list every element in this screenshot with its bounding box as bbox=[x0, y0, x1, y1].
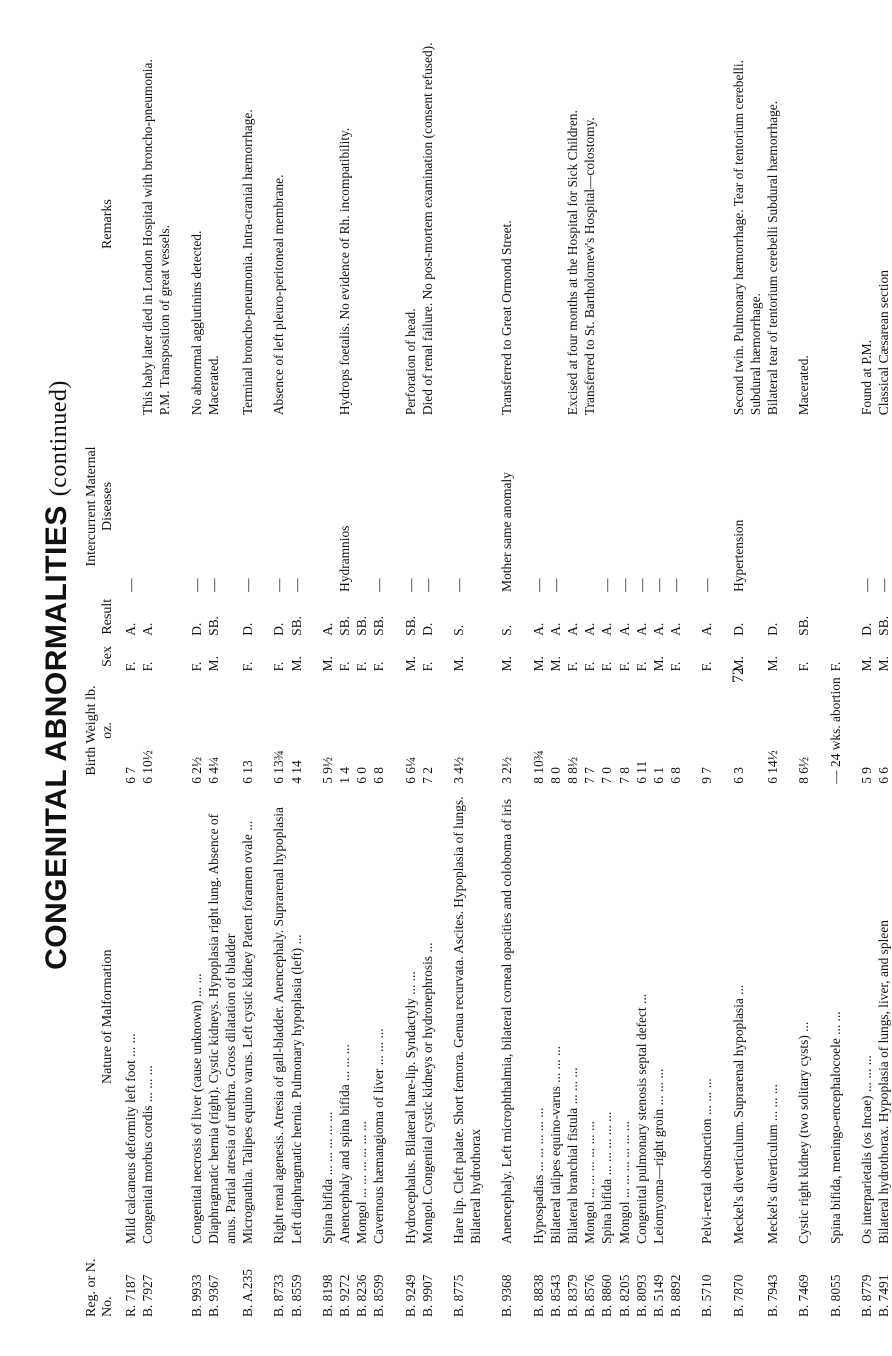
header-result: Result bbox=[100, 598, 115, 635]
spacer-cell bbox=[305, 30, 319, 1320]
birth-weight-cell: 6 8 bbox=[668, 766, 684, 784]
table-row bbox=[530, 30, 547, 1320]
reg-cell: B. 8576 bbox=[582, 1274, 598, 1317]
remarks-cell: Terminal broncho-pneumonia. Intra-cranial hæmorrhage. bbox=[240, 109, 256, 416]
spacer-row bbox=[436, 30, 450, 1320]
spacer-row bbox=[256, 30, 270, 1320]
intercurrent-cell bbox=[827, 418, 844, 595]
remarks-cell bbox=[370, 30, 387, 418]
nature-cell: Pelvi-rectal obstruction ... ... ... bbox=[699, 1078, 715, 1244]
result-cell: A. bbox=[633, 622, 649, 636]
table-row bbox=[667, 30, 684, 1320]
remarks-cell bbox=[530, 30, 547, 418]
intercurrent-cell bbox=[139, 418, 173, 595]
spacer-cell bbox=[716, 30, 730, 1320]
result-cell bbox=[827, 595, 844, 639]
intercurrent-cell: — bbox=[371, 578, 387, 592]
result-cell: A. bbox=[651, 622, 667, 636]
nature-cell: Leiomyoma—right groin ... ... ... bbox=[651, 1068, 667, 1244]
remarks-cell: Transferred to Great Ormond Street. bbox=[499, 220, 515, 416]
birth-weight-cell: — 24 wks. abortion bbox=[827, 677, 843, 784]
intercurrent-cell: Mother same anomaly bbox=[499, 472, 515, 592]
remarks-cell bbox=[122, 30, 139, 418]
reg-cell: B. 7469 bbox=[796, 1274, 812, 1317]
reg-cell: R. 7187 bbox=[123, 1274, 138, 1317]
sex-cell: F. bbox=[699, 661, 715, 672]
intercurrent-cell bbox=[764, 418, 781, 595]
spacer-cell bbox=[436, 30, 450, 1320]
birth-weight-cell: 8 8½ bbox=[565, 756, 581, 784]
remarks-cell: Hydrops foetalis. No evidence of Rh. incompatibility. bbox=[337, 127, 353, 416]
sex-cell: M. bbox=[402, 656, 418, 672]
sex-cell: F. bbox=[188, 661, 204, 672]
table-row bbox=[122, 30, 139, 1320]
page-title bbox=[40, 30, 74, 1320]
result-cell: D. bbox=[271, 622, 287, 636]
nature-cell: Anencephaly and spina bifida ... ... ... bbox=[337, 1044, 353, 1244]
birth-weight-cell: 6 6¼ bbox=[402, 756, 418, 784]
intercurrent-cell: — bbox=[599, 578, 615, 592]
sex-cell: F. bbox=[668, 661, 684, 672]
sex-cell: M. bbox=[547, 656, 563, 672]
reg-cell: B. 9907 bbox=[419, 1274, 435, 1317]
table-row bbox=[205, 30, 239, 1320]
spacer-cell bbox=[781, 30, 795, 1320]
result-cell: D. bbox=[765, 622, 781, 636]
table-row bbox=[547, 30, 564, 1320]
remarks-cell: Died of renal failure. No post-mortem examination (consent refused). bbox=[419, 42, 435, 416]
nature-cell: Anencephaly. Left microphthalmia, bilateral corneal opacities and coloboma of iris bbox=[499, 798, 515, 1244]
intercurrent-cell: — bbox=[530, 578, 546, 592]
remarks-cell bbox=[633, 30, 650, 418]
spacer-row bbox=[716, 30, 730, 1320]
intercurrent-cell: — bbox=[205, 578, 221, 592]
spacer-row bbox=[813, 30, 827, 1320]
remarks-cell: Excised at four months at the Hospital for Sick Children. bbox=[565, 110, 581, 416]
reg-cell: B. 9272 bbox=[337, 1274, 353, 1317]
sex-cell: M. bbox=[499, 656, 515, 672]
result-cell: SB. bbox=[288, 616, 304, 636]
sex-cell: F. bbox=[565, 661, 581, 672]
table-row bbox=[139, 30, 173, 1320]
reg-cell: B. 9367 bbox=[205, 1274, 221, 1317]
reg-cell: B. 9933 bbox=[188, 1274, 204, 1317]
table-row bbox=[188, 30, 205, 1320]
remarks-cell bbox=[319, 30, 336, 418]
remarks-cell: Macerated. bbox=[796, 355, 812, 416]
reg-cell: B. 8379 bbox=[565, 1274, 581, 1317]
birth-weight-cell: 7 0 bbox=[599, 766, 615, 784]
intercurrent-cell bbox=[353, 418, 370, 595]
intercurrent-cell bbox=[564, 418, 581, 595]
table-row bbox=[419, 30, 436, 1320]
table-row bbox=[581, 30, 598, 1320]
sex-cell: M. bbox=[765, 656, 781, 672]
birth-weight-cell: 6 14½ bbox=[765, 750, 781, 784]
reg-cell: B. A.235 bbox=[240, 1269, 256, 1317]
result-cell: A. bbox=[599, 622, 615, 636]
remarks-cell: This baby later died in London Hospital with broncho-pneumonia. P.M. Transposition of great vessels. bbox=[140, 59, 173, 416]
birth-weight-cell: 3 4½ bbox=[451, 756, 467, 784]
remarks-cell bbox=[650, 30, 667, 418]
result-cell: A. bbox=[319, 622, 335, 636]
sex-cell: M. bbox=[530, 656, 546, 672]
table-row bbox=[564, 30, 581, 1320]
nature-cell: Congenital necrosis of liver (cause unknown) ... ... bbox=[188, 973, 204, 1244]
rotated-page bbox=[40, 30, 891, 1320]
table-row bbox=[795, 30, 812, 1320]
spacer-row bbox=[388, 30, 402, 1320]
birth-weight-cell: 9 7 bbox=[699, 766, 715, 784]
sex-cell: M. bbox=[875, 656, 891, 672]
reg-cell: B. 8543 bbox=[547, 1274, 563, 1317]
birth-weight-cell: 7 7 bbox=[582, 766, 598, 784]
intercurrent-cell: — bbox=[288, 578, 304, 592]
title-suffix: (continued) bbox=[46, 380, 72, 497]
table-row bbox=[450, 30, 484, 1320]
nature-cell: Mild calcaneus deformity left foot ... ... bbox=[123, 1033, 138, 1244]
birth-weight-cell: 4 14 bbox=[288, 760, 304, 784]
nature-cell: Hare lip. Cleft palate. Short femora. Genua recurvata. Ascites. Hypoplasia of lungs. Bilateral hydrothorax bbox=[451, 796, 484, 1244]
remarks-cell bbox=[450, 30, 484, 418]
result-cell: A. bbox=[140, 622, 156, 636]
birth-weight-cell: 6 13¾ bbox=[271, 750, 287, 784]
sex-cell: F. bbox=[827, 661, 843, 672]
result-cell: S. bbox=[499, 624, 515, 636]
sex-cell: F. bbox=[616, 661, 632, 672]
nature-cell: Bilateral branchial fistula ... ... ... bbox=[565, 1067, 581, 1244]
nature-cell: Spina bifida, meningo-encephalocoele ... ... bbox=[827, 1011, 843, 1244]
intercurrent-cell bbox=[581, 418, 598, 595]
nature-cell: Meckel's diverticulum. Suprarenal hypoplasia ... bbox=[730, 984, 746, 1244]
birth-weight-cell: 1 4 bbox=[337, 766, 353, 784]
reg-cell: B. 8559 bbox=[288, 1274, 304, 1317]
table-row bbox=[239, 30, 256, 1320]
intercurrent-cell: — bbox=[547, 578, 563, 592]
nature-cell: Hypospadias ... ... ... ... ... bbox=[530, 1107, 546, 1244]
table-row bbox=[764, 30, 781, 1320]
reg-cell: B. 8733 bbox=[271, 1274, 287, 1317]
intercurrent-cell bbox=[795, 418, 812, 595]
spacer-cell bbox=[174, 30, 188, 1320]
intercurrent-cell: — bbox=[451, 578, 467, 592]
table-row bbox=[633, 30, 650, 1320]
remarks-cell: Classical Cæsarean section bbox=[875, 270, 891, 416]
sex-cell: F. bbox=[354, 661, 370, 672]
birth-weight-cell: 6 4¼ bbox=[205, 756, 221, 784]
header-remarks: Remarks bbox=[100, 199, 115, 249]
nature-cell: Mongol ... ... ... ... ... ... bbox=[354, 1121, 370, 1244]
result-cell: A. bbox=[547, 622, 563, 636]
result-cell: A. bbox=[123, 622, 138, 636]
sex-cell: F. bbox=[796, 661, 812, 672]
birth-weight-cell: 6 1 bbox=[651, 766, 667, 784]
intercurrent-cell: — bbox=[875, 578, 891, 592]
remarks-cell bbox=[353, 30, 370, 418]
birth-weight-cell: 3 2½ bbox=[499, 756, 515, 784]
table-row bbox=[288, 30, 305, 1320]
sex-cell: M. bbox=[730, 656, 746, 672]
table-row bbox=[698, 30, 715, 1320]
remarks-cell bbox=[288, 30, 305, 418]
birth-weight-cell: 5 9½ bbox=[319, 756, 335, 784]
intercurrent-cell: — bbox=[616, 578, 632, 592]
sex-cell: F. bbox=[240, 661, 256, 672]
abnormalities-table bbox=[84, 30, 892, 1320]
table-row bbox=[650, 30, 667, 1320]
intercurrent-cell: — bbox=[858, 578, 874, 592]
spacer-cell bbox=[388, 30, 402, 1320]
remarks-cell: Perforation of head. bbox=[402, 308, 418, 416]
sex-cell: M. bbox=[858, 656, 874, 672]
birth-weight-cell: 8 0 bbox=[547, 766, 563, 784]
sex-cell: F. bbox=[337, 661, 353, 672]
reg-cell: B. 7943 bbox=[765, 1274, 781, 1317]
nature-cell: Os interparietalis (os Incae) ... ... ... bbox=[858, 1055, 874, 1244]
header-row bbox=[84, 30, 122, 1320]
table-row bbox=[875, 30, 892, 1320]
remarks-cell bbox=[616, 30, 633, 418]
result-cell: D. bbox=[730, 622, 746, 636]
reg-cell: B. 8093 bbox=[633, 1274, 649, 1317]
birth-weight-cell: 8 10¾ bbox=[530, 750, 546, 784]
spacer-cell bbox=[844, 30, 858, 1320]
result-cell: D. bbox=[188, 622, 204, 636]
header-nature: Nature of Malformation bbox=[100, 949, 115, 1085]
sex-cell: F. bbox=[371, 661, 387, 672]
sex-cell: M. bbox=[651, 656, 667, 672]
remarks-cell: Second twin. Pulmonary hæmorrhage. Tear of tentorium cerebelli. Subdural hæmorrhage. bbox=[730, 60, 763, 416]
intercurrent-cell: — bbox=[419, 578, 435, 592]
intercurrent-cell: — bbox=[402, 578, 418, 592]
nature-cell: Bilateral talipes equino-varus ... ... ... bbox=[547, 1046, 563, 1244]
result-cell: SB. bbox=[371, 616, 387, 636]
reg-cell: B. 8599 bbox=[371, 1274, 387, 1317]
result-cell: SB. bbox=[796, 616, 812, 636]
birth-weight-cell: 6 3 bbox=[730, 766, 746, 784]
birth-weight-cell: 6 7 bbox=[123, 766, 138, 784]
spacer-cell bbox=[813, 30, 827, 1320]
intercurrent-cell: — bbox=[271, 578, 287, 592]
remarks-cell bbox=[698, 30, 715, 418]
result-cell: A. bbox=[565, 622, 581, 636]
table-row bbox=[498, 30, 515, 1320]
title-text: CONGENITAL ABNORMALITIES bbox=[40, 505, 73, 970]
nature-cell: Meckel's diverticulum ... ... ... bbox=[765, 1084, 781, 1244]
sex-cell: M. bbox=[319, 656, 335, 672]
nature-cell: Spina bifida ... ... ... ... ... bbox=[599, 1111, 615, 1244]
reg-cell: B. 8055 bbox=[827, 1274, 843, 1317]
header-reg: Reg. or N. No. bbox=[84, 1258, 115, 1317]
birth-weight-cell: 7 8 bbox=[616, 766, 632, 784]
birth-weight-cell: 6 0 bbox=[354, 766, 370, 784]
nature-cell: Mongol ... ... ... ... ... ... bbox=[582, 1121, 598, 1244]
birth-weight-cell: 6 8 bbox=[371, 766, 387, 784]
intercurrent-cell: — bbox=[633, 578, 649, 592]
reg-cell: B. 8205 bbox=[616, 1274, 632, 1317]
spacer-row bbox=[781, 30, 795, 1320]
table-row bbox=[827, 30, 844, 1320]
nature-cell: Mongol ... ... ... ... ... ... bbox=[616, 1121, 632, 1244]
nature-cell: Micrognathia. Talipes equino varus. Left cystic kidney Patent foramen ovale ... bbox=[240, 820, 256, 1244]
reg-cell: B. 8779 bbox=[858, 1274, 874, 1317]
nature-cell: Right renal agenesis. Atresia of gall-bladder. Anencephaly. Suprarenal hypoplasia bbox=[271, 807, 287, 1244]
intercurrent-cell: — bbox=[699, 578, 715, 592]
birth-weight-cell: 6 11 bbox=[633, 760, 649, 784]
sex-cell: M. bbox=[205, 656, 221, 672]
reg-cell: B. 8198 bbox=[319, 1274, 335, 1317]
header-birth-weight: Birth Weight lb. oz. bbox=[84, 685, 115, 776]
header-sex: Sex bbox=[100, 646, 115, 668]
birth-weight-cell: 8 6½ bbox=[796, 756, 812, 784]
nature-cell: Bilateral hydrothorax. Hypoplasia of lungs, liver, and spleen bbox=[875, 920, 891, 1244]
result-cell: SB. bbox=[354, 616, 370, 636]
table-row bbox=[319, 30, 336, 1320]
spacer-row bbox=[516, 30, 530, 1320]
intercurrent-cell: — bbox=[188, 578, 204, 592]
spacer-cell bbox=[484, 30, 498, 1320]
nature-cell: Mongol. Congenital cystic kidneys or hydronephrosis ... bbox=[419, 942, 435, 1244]
result-cell: SB. bbox=[337, 616, 353, 636]
result-cell: SB. bbox=[402, 616, 418, 636]
reg-cell: B. 7870 bbox=[730, 1274, 746, 1317]
remarks-cell bbox=[827, 30, 844, 418]
nature-cell: Diaphragmatic hernia (right). Cystic kidneys. Hypoplasia right lung. Absence of anus. Partial atresia of urethra. Gross dilatation of bladder bbox=[205, 813, 239, 1244]
intercurrent-cell bbox=[319, 418, 336, 595]
result-cell: A. bbox=[616, 622, 632, 636]
nature-cell bbox=[667, 787, 684, 1247]
reg-cell: B. 8775 bbox=[451, 1274, 467, 1317]
table-row bbox=[598, 30, 615, 1320]
remarks-cell: Transferred to St. Bartholomew's Hospital—colostomy. bbox=[582, 117, 598, 416]
nature-cell: Left diaphragmatic hernia. Pulmonary hypoplasia (left) ... bbox=[288, 934, 304, 1244]
header-intercurrent: Intercurrent Maternal Diseases bbox=[84, 446, 115, 567]
sex-cell: F. bbox=[599, 661, 615, 672]
reg-cell: B. 9368 bbox=[499, 1274, 515, 1317]
remarks-cell: Macerated. bbox=[205, 355, 221, 416]
nature-cell: Spina bifida ... ... ... ... ... bbox=[319, 1111, 335, 1244]
birth-weight-cell: 7 2 bbox=[419, 766, 435, 784]
result-cell: D. bbox=[858, 622, 874, 636]
spacer-row bbox=[844, 30, 858, 1320]
sex-cell: F. bbox=[582, 661, 598, 672]
result-cell: A. bbox=[699, 622, 715, 636]
birth-weight-cell: 6 6 bbox=[875, 766, 891, 784]
sex-cell: F. bbox=[123, 661, 138, 672]
result-cell: D. bbox=[240, 622, 256, 636]
table-row bbox=[616, 30, 633, 1320]
nature-cell: Hydrocephalus. Bilateral hare-lip. Syndactyly ... ... bbox=[402, 971, 418, 1244]
nature-cell: Cystic right kidney (two solitary cysts) ... bbox=[796, 1021, 812, 1244]
intercurrent-cell: — bbox=[651, 578, 667, 592]
reg-cell: B. 8860 bbox=[599, 1274, 615, 1317]
reg-cell: B. 9249 bbox=[402, 1274, 418, 1317]
remarks-cell: Bilateral tear of tentorium cerebelli Subdural hæmorrhage. bbox=[765, 100, 781, 416]
result-cell: D. bbox=[419, 622, 435, 636]
sex-cell: F. bbox=[271, 661, 287, 672]
intercurrent-cell: Hypertension bbox=[730, 519, 746, 592]
sex-cell: F. bbox=[140, 661, 156, 672]
intercurrent-cell: Hydramnios bbox=[337, 525, 353, 592]
nature-cell: Cavernous hæmangioma of liver ... ... ... bbox=[371, 1028, 387, 1244]
table-row bbox=[353, 30, 370, 1320]
table-row bbox=[336, 30, 353, 1320]
table-row bbox=[370, 30, 387, 1320]
spacer-cell bbox=[516, 30, 530, 1320]
table-body bbox=[122, 30, 892, 1320]
remarks-cell bbox=[598, 30, 615, 418]
reg-cell: B. 7491 bbox=[875, 1274, 891, 1317]
birth-weight-cell: 5 9 bbox=[858, 766, 874, 784]
intercurrent-cell: — bbox=[123, 578, 138, 592]
nature-cell: Congenital morbus cordis ... ... ... bbox=[140, 1065, 156, 1244]
spacer-row bbox=[174, 30, 188, 1320]
reg-cell: B. 8838 bbox=[530, 1274, 546, 1317]
spacer-cell bbox=[256, 30, 270, 1320]
sex-cell: M. bbox=[451, 656, 467, 672]
table-row bbox=[270, 30, 287, 1320]
birth-weight-cell: 6 2½ bbox=[188, 756, 204, 784]
remarks-cell: Absence of left pleuro-peritoneal membrane. bbox=[271, 174, 287, 416]
spacer-row bbox=[684, 30, 698, 1320]
reg-cell: B. 7927 bbox=[140, 1274, 156, 1317]
table-row bbox=[402, 30, 419, 1320]
sex-cell: M. bbox=[288, 656, 304, 672]
reg-cell: B. 5710 bbox=[699, 1274, 715, 1317]
intercurrent-cell: — bbox=[240, 578, 256, 592]
spacer-cell bbox=[684, 30, 698, 1320]
reg-cell: B. 8236 bbox=[354, 1274, 370, 1317]
sex-cell: F. bbox=[419, 661, 435, 672]
table-row bbox=[858, 30, 875, 1320]
remarks-cell bbox=[547, 30, 564, 418]
result-cell: A. bbox=[530, 622, 546, 636]
birth-weight-cell: 6 10½ bbox=[140, 750, 156, 784]
remarks-cell: Found at P.M. bbox=[858, 339, 874, 416]
sex-cell: F. bbox=[633, 661, 649, 672]
nature-cell: Congenital pulmonary stenosis septal defect ... bbox=[633, 993, 649, 1244]
result-cell: A. bbox=[668, 622, 684, 636]
remarks-cell: No abnormal agglutinins detected. bbox=[188, 230, 204, 416]
birth-weight-cell: 6 13 bbox=[240, 760, 256, 784]
spacer-row bbox=[484, 30, 498, 1320]
result-cell: S. bbox=[451, 624, 467, 636]
page-number: 72 bbox=[730, 667, 747, 683]
intercurrent-cell: — bbox=[668, 578, 684, 592]
remarks-cell bbox=[667, 30, 684, 418]
reg-cell: B. 8892 bbox=[668, 1274, 684, 1317]
spacer-row bbox=[305, 30, 319, 1320]
result-cell: A. bbox=[582, 622, 598, 636]
result-cell: SB. bbox=[205, 616, 221, 636]
reg-cell: B. 5149 bbox=[651, 1274, 667, 1317]
result-cell: SB. bbox=[875, 616, 891, 636]
